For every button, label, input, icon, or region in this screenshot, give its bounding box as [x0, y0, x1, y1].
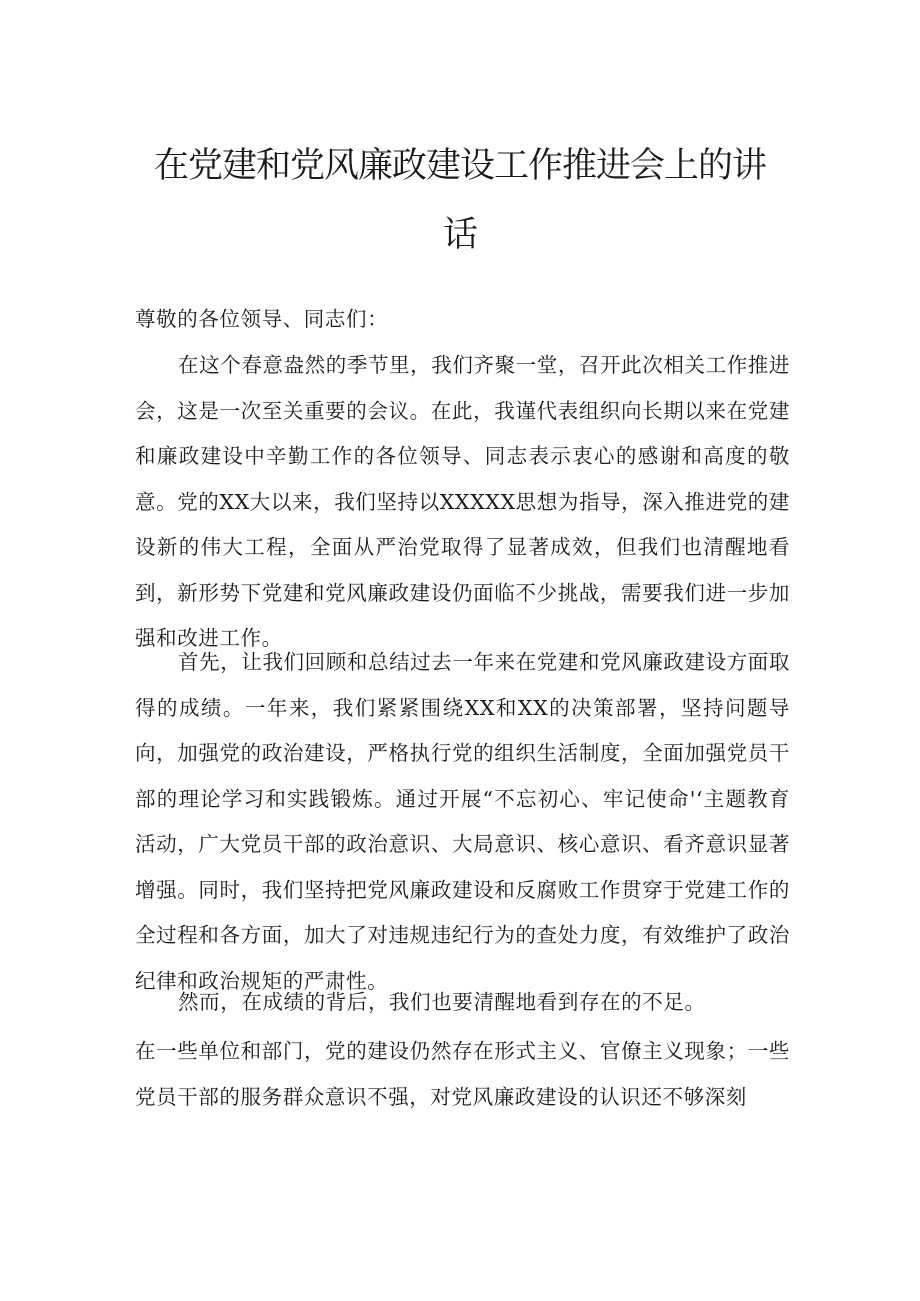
paragraph-text: 然而，在成绩的背后，我们也要清醒地看到存在的不足。	[178, 990, 706, 1014]
paragraph-text: 在这个春意盎然的季节里，我们齐聚一堂，召开此次相关工作推进会，这是一次至关重要的会议。在此，我谨代表组织向长期以来在党建和廉政建设中辛勤工作的各位领导、同志表示衷心的感谢和高度的敬意。党的XX大以来，我们坚持以XXXXX思想为指导，深入推进党的建设新的伟大工程，全面从严治党取得了显著成效，但我们也清醒地看到，新形势下党建和党风廉政建设仍面临不少挑战，需要我们进一步加强和改进工作。	[135, 353, 790, 650]
body-paragraph-3	[135, 980, 790, 1026]
body-paragraph-1	[135, 343, 790, 662]
paragraph-text: 在一些单位和部门，党的建设仍然存在形式主义、官僚主义现象；一些党员干部的服务群众意识不强，对党风廉政建设的认识还不够深刻	[135, 1039, 790, 1109]
salutation: 尊敬的各位领导、同志们：	[135, 307, 389, 331]
body-paragraph-4	[135, 1029, 790, 1120]
paragraph-text: 首先，让我们回顾和总结过去一年来在党建和党风廉政建设方面取得的成绩。一年来，我们紧紧围绕XX和XX的决策部署，坚持问题导向，加强党的政治建设，严格执行党的组织生活制度，全面加强党员干部的理论学习和实践锻炼。通过开展“不忘初心、牢记使命'‘主题教育活动，广大党员干部的政治意识、大局意识、核心意识、看齐意识显著增强。同时，我们坚持把党风廉政建设和反腐败工作贯穿于党建工作的全过程和各方面，加大了对违规违纪行为的查处力度，有效维护了政治纪律和政治规矩的严肃性。	[135, 650, 790, 993]
document-title-line1: 在党建和党风廉政建设工作推进会上的讲	[153, 146, 766, 186]
body-paragraph-2	[135, 640, 790, 1004]
document-title-line2: 话	[442, 215, 477, 255]
